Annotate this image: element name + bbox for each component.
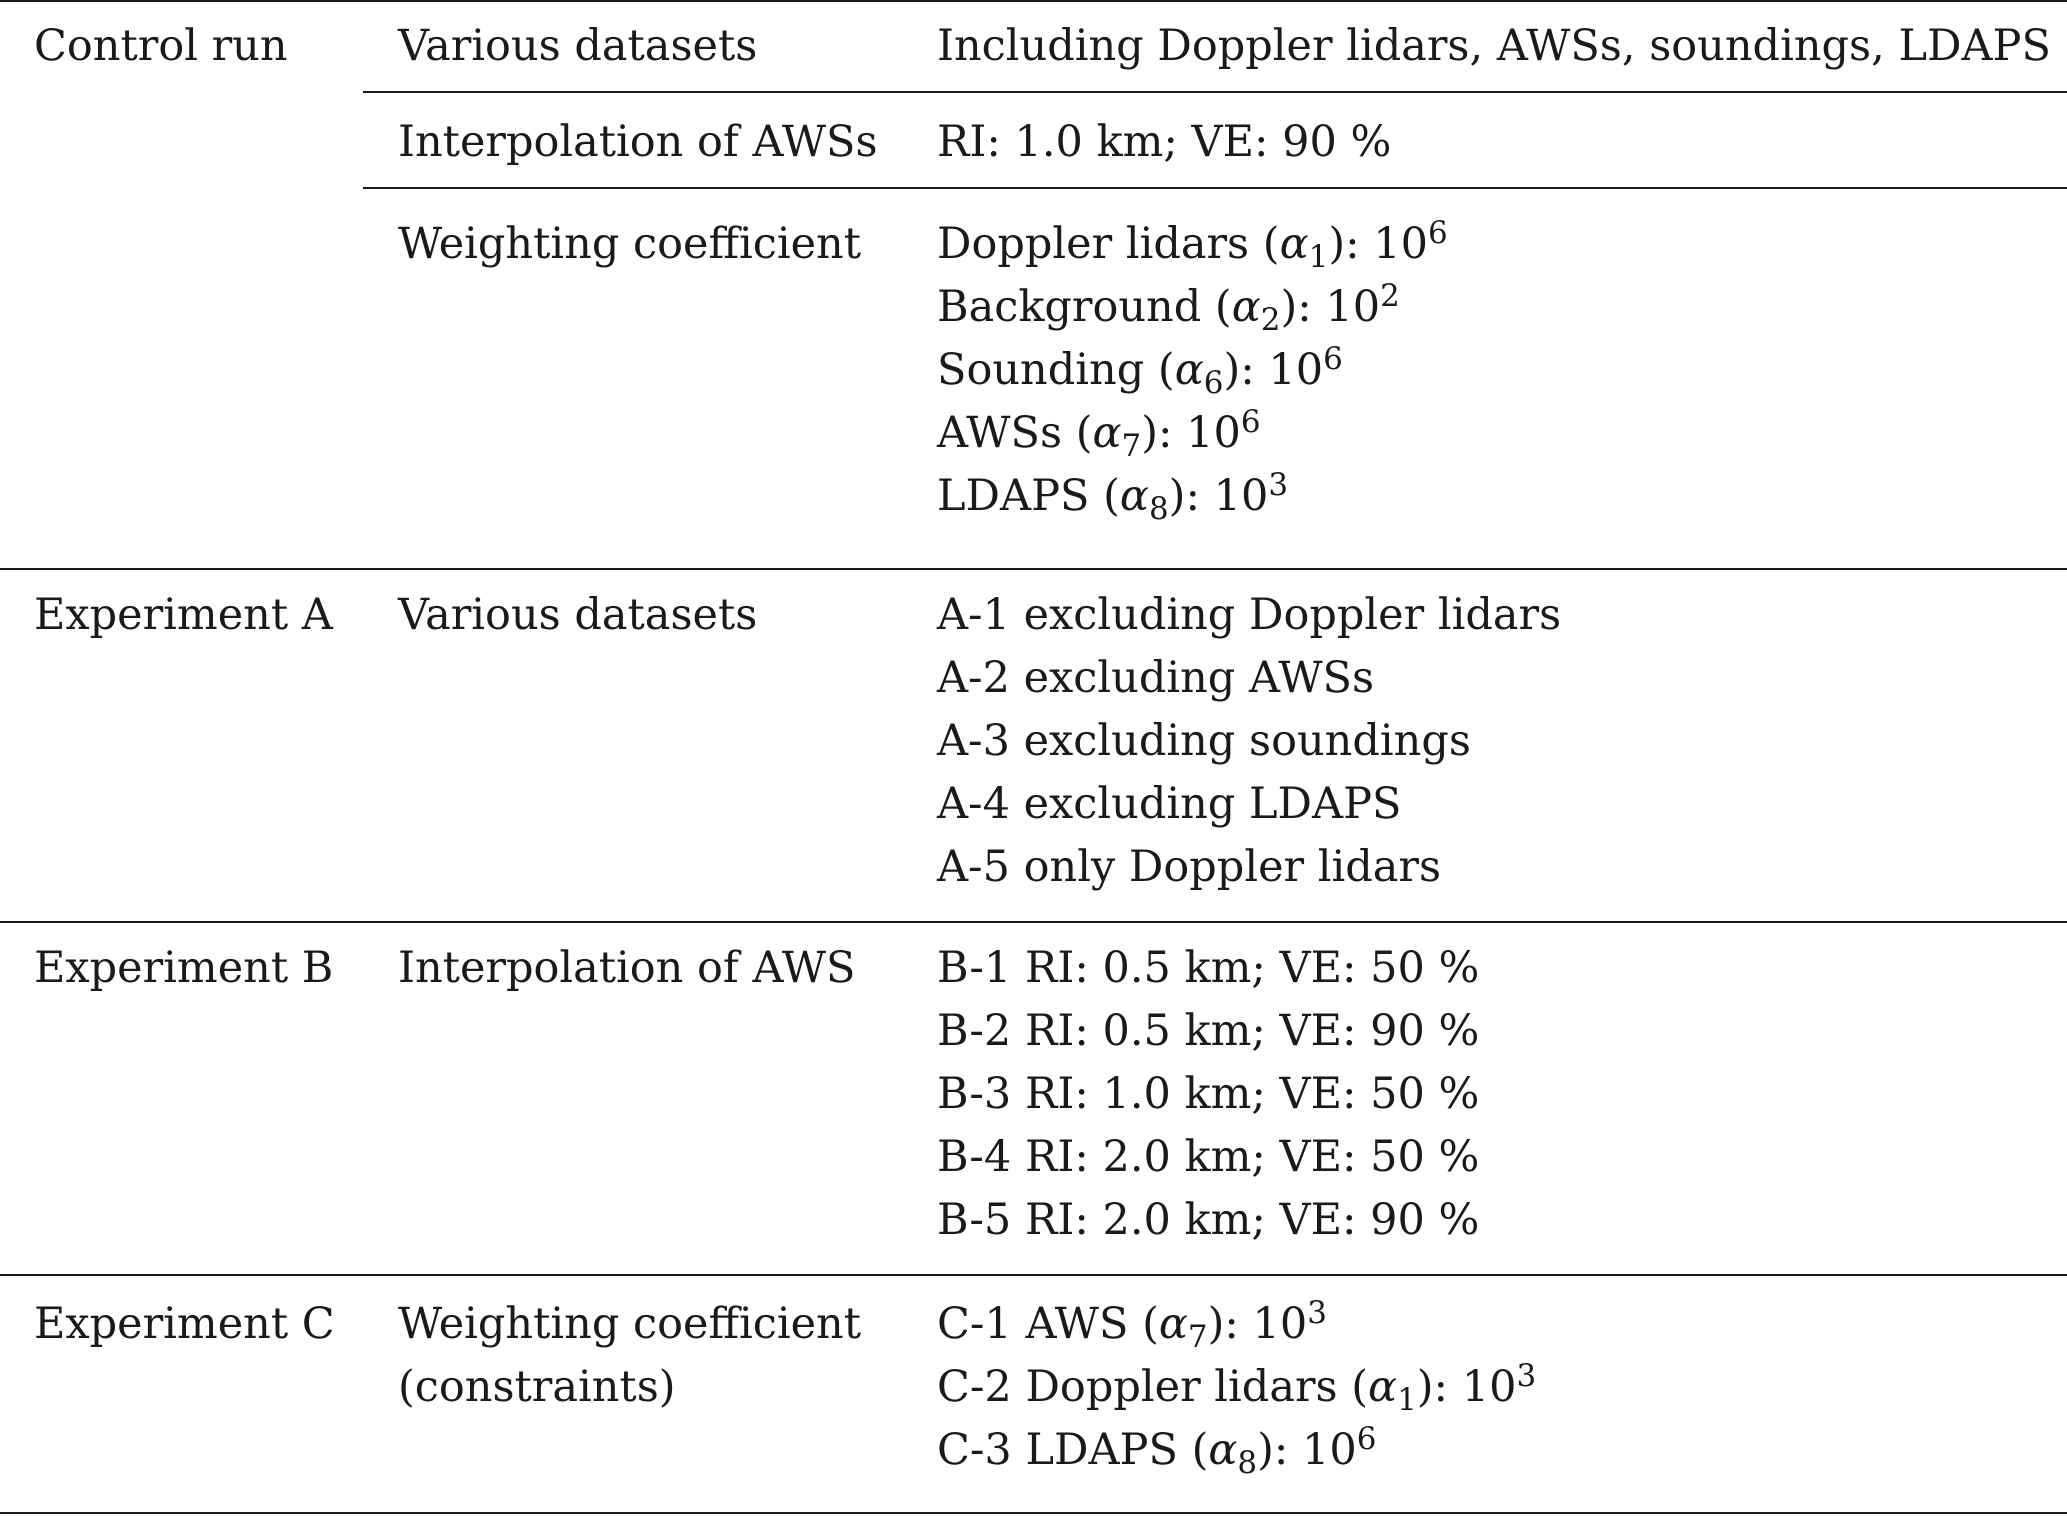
category-label: Weighting coefficient (398, 1299, 862, 1349)
setting-line: Including Doppler lidars, AWSs, soundings, LDAPS (937, 21, 2051, 71)
setting-line: B-1 RI: 0.5 km; VE: 50 % (937, 943, 1480, 993)
category-label: Interpolation of AWS (398, 943, 856, 993)
category-cell (398, 15, 757, 78)
experiment-label-a (34, 584, 333, 647)
weight-line: C-1 AWS $(\alpha_7)$: $10^3$ (937, 1295, 1327, 1355)
rule-control-2 (363, 187, 2067, 189)
weight-line: LDAPS $(\alpha_8)$: $10^3$ (937, 467, 1289, 527)
experiment-label-c (34, 1293, 335, 1356)
setting-line: B-3 RI: 1.0 km; VE: 50 % (937, 1069, 1480, 1119)
setting-line: A-2 excluding AWSs (937, 653, 1375, 703)
experiment-label: Experiment C (34, 1299, 335, 1349)
category-label: Various datasets (398, 21, 758, 71)
experiment-label: Control run (34, 21, 288, 71)
experiment-label: Experiment B (34, 943, 334, 993)
category-cell (398, 937, 855, 1000)
weight-line: C-3 LDAPS $(\alpha_8)$: $10^6$ (937, 1421, 1377, 1481)
weight-line: Sounding $(\alpha_6)$: $10^6$ (937, 341, 1343, 401)
category-cell (398, 1293, 861, 1419)
setting-line: A-1 excluding Doppler lidars (937, 590, 1562, 640)
rule-after-a (0, 921, 2067, 923)
setting-line: RI: 1.0 km; VE: 90 % (937, 117, 1392, 167)
category-cell (398, 584, 757, 647)
settings-cell (937, 111, 1391, 174)
weights-cell-c (937, 1293, 1536, 1482)
rule-after-control (0, 568, 2067, 570)
experiment-label: Experiment A (34, 590, 333, 640)
weights-cell-control (937, 213, 1448, 528)
setting-line: A-4 excluding LDAPS (937, 779, 1402, 829)
rule-top (0, 0, 2067, 2)
setting-line: B-4 RI: 2.0 km; VE: 50 % (937, 1132, 1480, 1182)
setting-line: B-5 RI: 2.0 km; VE: 90 % (937, 1195, 1480, 1245)
experiment-label-control (34, 15, 288, 78)
category-label: Various datasets (398, 590, 758, 640)
settings-cell-b (937, 937, 1479, 1252)
rule-control-1 (363, 91, 2067, 93)
rule-after-b (0, 1274, 2067, 1276)
weight-line: Doppler lidars $(\alpha_1)$: $10^6$ (937, 215, 1448, 275)
category-label: Interpolation of AWSs (398, 117, 878, 167)
category-label: Weighting coefficient (398, 219, 862, 269)
experiment-label-b (34, 937, 333, 1000)
setting-line: A-3 excluding soundings (937, 716, 1471, 766)
weight-line: Background $(\alpha_2)$: $10^2$ (937, 278, 1400, 338)
category-cell (398, 213, 861, 276)
setting-line: A-5 only Doppler lidars (937, 842, 1442, 892)
weight-line: AWSs $(\alpha_7)$: $10^6$ (937, 404, 1261, 464)
category-label: (constraints) (398, 1362, 676, 1412)
settings-cell-a (937, 584, 1561, 899)
weight-line: C-2 Doppler lidars $(\alpha_1)$: $10^3$ (937, 1358, 1537, 1418)
settings-cell (937, 15, 2051, 78)
category-cell (398, 111, 878, 174)
rule-bottom (0, 1512, 2067, 1514)
setting-line: B-2 RI: 0.5 km; VE: 90 % (937, 1006, 1480, 1056)
